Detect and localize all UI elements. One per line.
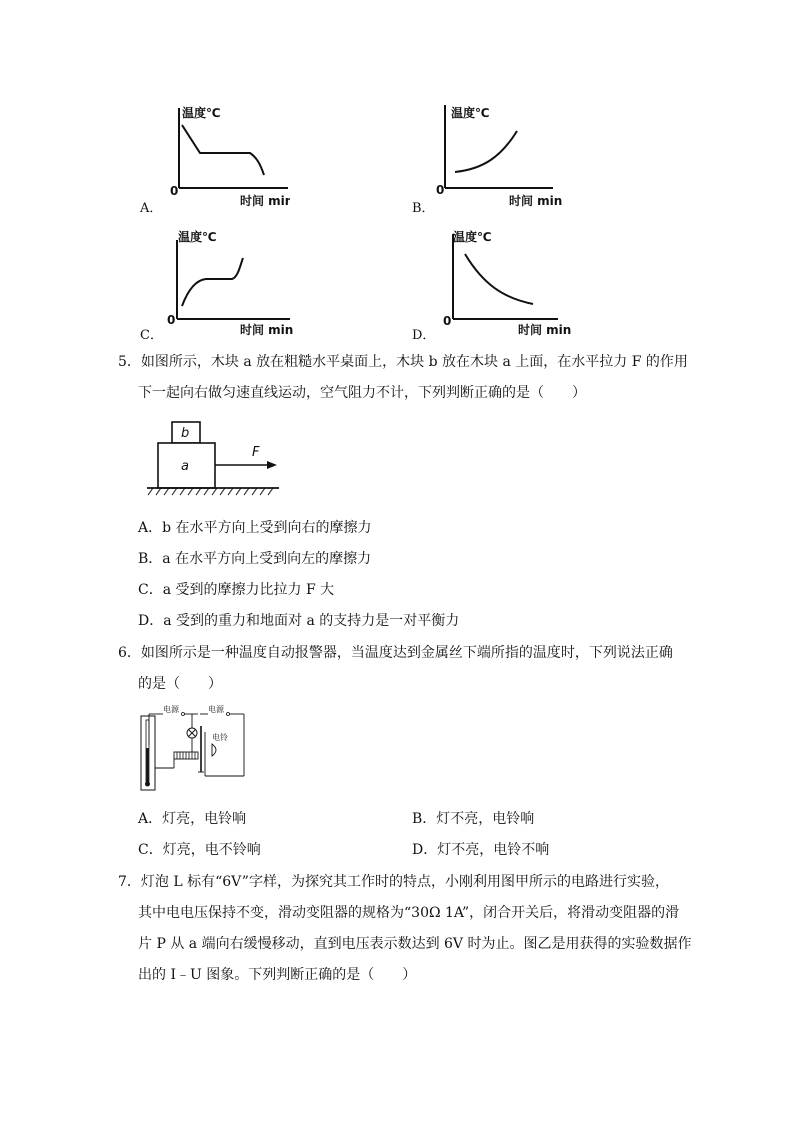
graph-d [403,224,573,339]
graph-c-letter: C． [140,328,163,343]
block-a-label: a [181,459,189,474]
graph-d-letter: D． [412,328,436,343]
source1-label: 电源 [163,705,179,714]
q5-stem-line2: 下一起向右做匀速直线运动，空气阻力不计，下列判断正确的是（ ） [138,385,586,401]
block-b-label: b [181,426,190,441]
force-f-label: F [252,445,260,460]
graph-a-origin: 0 [170,184,179,198]
graph-b-xlabel: 时间 min [509,194,563,208]
graph-d-ylabel: 温度℃ [453,230,492,244]
graph-b-letter: B． [412,201,435,216]
graph-d-origin: 0 [443,314,452,328]
graph-c [130,224,295,339]
graph-c-ylabel: 温度℃ [178,230,217,244]
graph-c-xlabel: 时间 min [240,323,294,337]
q5-option-c: C．a 受到的摩擦力比拉力 F 大 [138,582,335,598]
q7-line4: 出的 I﹣U 图象。下列判断正确的是（ ） [138,967,417,983]
graph-d-xlabel: 时间 min [518,323,572,337]
q6-option-b: B．灯不亮，电铃响 [412,811,535,827]
q7-line2: 其中电电压保持不变，滑动变阻器的规格为“30Ω 1A”，闭合开关后，将滑动变阻器的滑 [138,905,680,921]
q6-option-c: C．灯亮，电不铃响 [138,842,261,858]
graph-a-ylabel: 温度℃ [182,106,221,120]
q6-option-a: A．灯亮，电铃响 [138,811,247,827]
q5-figure [145,418,285,498]
q7-line3: 片 P 从 a 端向右缓慢移动，直到电压表示数达到 6V 时为止。图乙是用获得的实验数据作 [138,936,692,952]
q6-option-d: D．灯不亮，电铃不响 [412,842,550,858]
graph-a-xlabel: 时间 min [240,194,290,208]
q5-stem-line1: 5．如图所示，木块 a 放在粗糙水平桌面上，木块 b 放在木块 a 上面，在水平拉力 F 的作用 [118,354,688,370]
q6-stem-line1: 6．如图所示是一种温度自动报警器，当温度达到金属丝下端所指的温度时，下列说法正确 [118,645,673,661]
graph-b-ylabel: 温度℃ [451,106,490,120]
q7-line1: 7．灯泡 L 标有“6V”字样，为探究其工作时的特点，小刚利用图甲所示的电路进行实验， [118,874,669,890]
q5-option-b: B．a 在水平方向上受到向左的摩擦力 [138,551,372,567]
graph-a-letter: A． [140,201,163,216]
source2-label: 电源 [208,705,224,714]
q6-stem-line2: 的是（ ） [138,676,222,692]
q5-option-a: A．b 在水平方向上受到向右的摩擦力 [138,520,372,536]
graph-c-origin: 0 [167,313,176,327]
graph-b-origin: 0 [436,183,445,197]
q6-alarm-circuit [138,700,248,795]
q5-option-d: D．a 受到的重力和地面对 a 的支持力是一对平衡力 [138,613,460,629]
bell-label: 电铃 [212,733,228,742]
